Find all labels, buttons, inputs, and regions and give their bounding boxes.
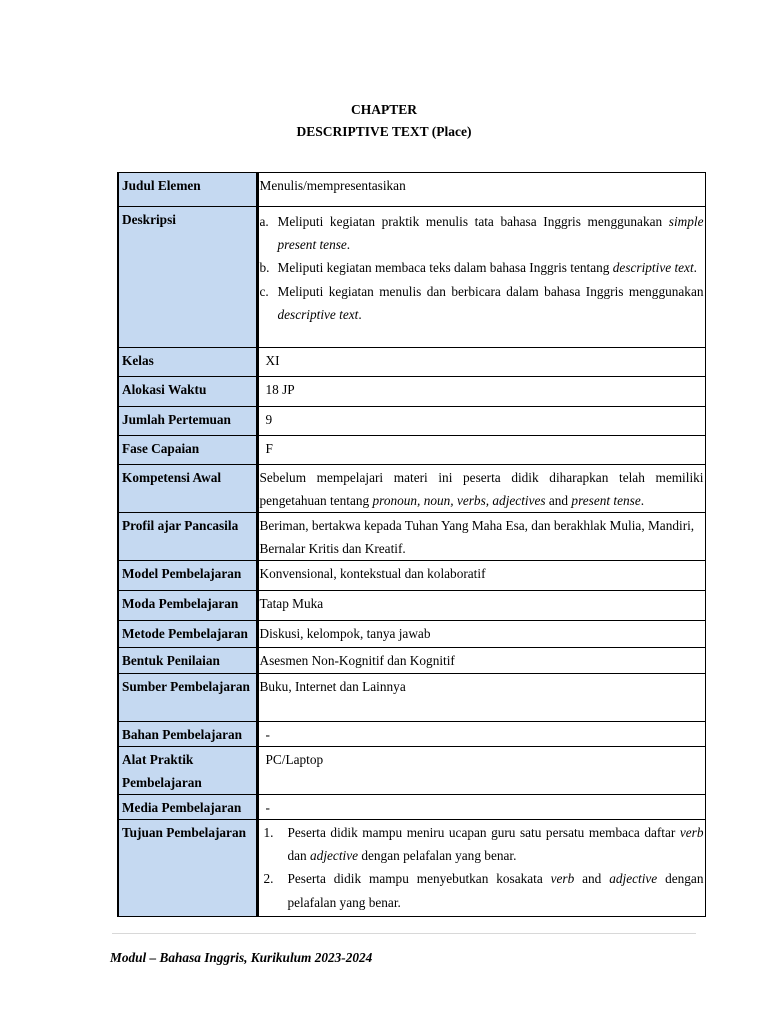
row-label: Deskripsi	[118, 207, 257, 348]
list-item: a. Meliputi kegiatan praktik menulis tata bahasa Inggris menggunakan simple present tense.	[259, 214, 704, 253]
table-row	[118, 348, 705, 377]
row-label: Moda Pembelajaran	[118, 591, 257, 621]
row-label: Model Pembelajaran	[118, 561, 257, 591]
table-row	[118, 621, 705, 648]
row-label: Metode Pembelajaran	[118, 621, 257, 648]
list-item: c. Meliputi kegiatan menulis dan berbicara dalam bahasa Inggris menggunakan descriptive text.	[259, 283, 704, 322]
row-value: Konvensional, kontekstual dan kolaboratif	[257, 561, 705, 591]
row-value: Diskusi, kelompok, tanya jawab	[257, 621, 705, 648]
row-value: PC/Laptop	[257, 747, 705, 795]
row-label: Alat Praktik Pembelajaran	[118, 747, 257, 795]
footer-divider	[112, 933, 696, 934]
row-label: Bahan Pembelajaran	[118, 722, 257, 747]
row-value: 9	[257, 407, 705, 436]
row-value: 18 JP	[257, 377, 705, 407]
row-value	[257, 820, 705, 917]
table-row	[118, 513, 705, 561]
table-row	[118, 436, 705, 465]
page-footer: Modul – Bahasa Inggris, Kurikulum 2023-2024	[110, 950, 373, 965]
module-info-table	[117, 172, 706, 917]
list-item: b. Meliputi kegiatan membaca teks dalam bahasa Inggris tentang descriptive text.	[259, 260, 697, 276]
chapter-heading: CHAPTER	[350, 102, 417, 117]
chapter-title: DESCRIPTIVE TEXT (Place)	[296, 124, 472, 139]
row-value: Beriman, bertakwa kepada Tuhan Yang Maha Esa, dan berakhlak Mulia, Mandiri, Bernalar Kritis dan Kreatif.	[257, 513, 705, 561]
table-row	[118, 591, 705, 621]
row-value: Buku, Internet dan Lainnya	[257, 674, 705, 722]
row-label: Judul Elemen	[118, 173, 257, 207]
deskripsi-list	[260, 210, 704, 326]
row-label: Tujuan Pembelajaran	[118, 820, 257, 917]
list-item: 2. Peserta didik mampu menyebutkan kosakata verb and adjective dengan pelafalan yang benar.	[263, 871, 704, 910]
table-row	[118, 648, 705, 674]
table-row	[118, 407, 705, 436]
table-row	[118, 561, 705, 591]
table-row	[118, 820, 705, 917]
row-label: Sumber Pembelajaran	[118, 674, 257, 722]
row-value: Asesmen Non-Kognitif dan Kognitif	[257, 648, 705, 674]
row-label: Jumlah Pertemuan	[118, 407, 257, 436]
row-value: XI	[257, 348, 705, 377]
list-item: 1. Peserta didik mampu meniru ucapan guru satu persatu membaca daftar verb dan adjective dengan pelafalan yang benar.	[263, 825, 704, 864]
row-label: Kelas	[118, 348, 257, 377]
table-row	[118, 173, 705, 207]
row-label: Profil ajar Pancasila	[118, 513, 257, 561]
row-value: Sebelum mempelajari materi ini peserta didik diharapkan telah memiliki pengetahuan tentang pronoun, noun, verbs, adjectives and present tense.	[257, 465, 705, 513]
table-row	[118, 377, 705, 407]
row-value: Menulis/mempresentasikan	[257, 173, 705, 207]
row-value: -	[257, 722, 705, 747]
table-row	[118, 465, 705, 513]
row-value: F	[257, 436, 705, 465]
row-value	[257, 207, 705, 348]
row-value: Tatap Muka	[257, 591, 705, 621]
table-row	[118, 674, 705, 722]
row-label: Alokasi Waktu	[118, 377, 257, 407]
row-label: Fase Capaian	[118, 436, 257, 465]
table-row	[118, 722, 705, 747]
row-label: Media Pembelajaran	[118, 795, 257, 820]
table-row	[118, 207, 705, 348]
row-label: Bentuk Penilaian	[118, 648, 257, 674]
tujuan-list	[260, 821, 704, 914]
row-value: -	[257, 795, 705, 820]
table-row	[118, 795, 705, 820]
row-label: Kompetensi Awal	[118, 465, 257, 513]
table-row	[118, 747, 705, 795]
